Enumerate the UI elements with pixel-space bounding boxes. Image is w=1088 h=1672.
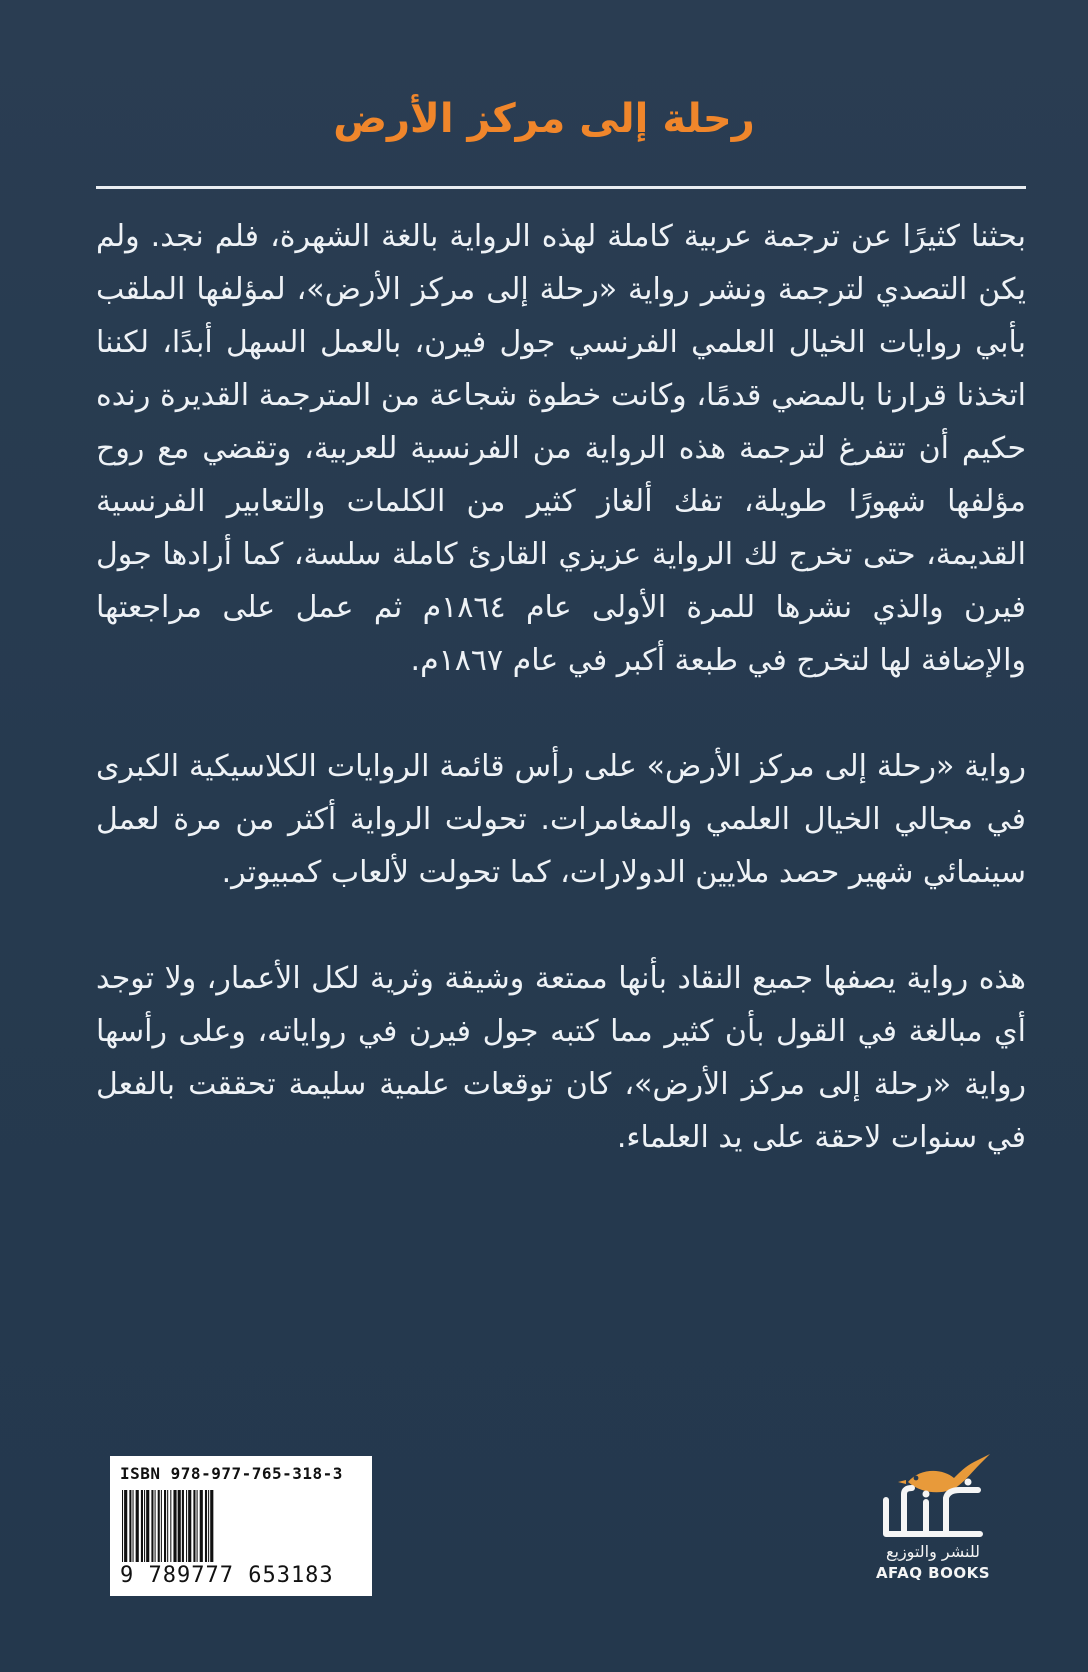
title-divider: [96, 186, 1026, 189]
barcode-bars: [120, 1490, 362, 1562]
bird-icon: [868, 1442, 1028, 1542]
barcode-digits: 9 789777 653183: [120, 1563, 334, 1588]
blurb-paragraph-2: رواية «رحلة إلى مركز الأرض» على رأس قائمة الروايات الكلاسيكية الكبرى في مجالي الخيال العلمي والمغامرات. تحولت الرواية أكثر من مرة لعمل سينمائي شهير حصد ملايين الدولارات، كما تحولت لألعاب كمبيوتر.: [96, 749, 1026, 890]
blurb-paragraph-1: بحثنا كثيرًا عن ترجمة عربية كاملة لهذه الرواية بالغة الشهرة، فلم نجد. ولم يكن التصدي لترجمة ونشر رواية «رحلة إلى مركز الأرض»، لمؤلفها الملقب بأبي روايات الخيال العلمي الفرنسي جول فيرن، بالعمل السهل أبدًا، لكننا اتخذنا قرارنا بالمضي قدمًا، وكانت خطوة شجاعة من المترجمة القديرة رنده حكيم أن تتفرغ لترجمة هذه الرواية من الفرنسية للعربية، وتقضي مع روح مؤلفها شهورًا طويلة، تفك ألغاز كثير من الكلمات والتعابير الفرنسية القديمة، حتى تخرج لك الرواية عزيزي القارئ كاملة سلسة، كما أرادها جول فيرن والذي نشرها للمرة الأولى عام ١٨٦٤م ثم عمل على مراجعتها والإضافة لها لتخرج في طبعة أكبر في عام ١٨٦٧م.: [96, 219, 1026, 678]
publisher-tagline: للنشر والتوزيع: [885, 1542, 981, 1561]
blurb-paragraph-3: هذه رواية يصفها جميع النقاد بأنها ممتعة وشيقة وثرية لكل الأعمار، ولا توجد أي مبالغة في القول بأن كثير مما كتبه جول فيرن في رواياته، وعلى رأسها رواية «رحلة إلى مركز الأرض»، كان توقعات علمية سليمة تحققت بالفعل في سنوات لاحقة على يد العلماء.: [96, 961, 1026, 1155]
publisher-name: AFAQ BOOKS: [875, 1564, 991, 1582]
blurb: [96, 210, 1026, 1164]
isbn-label: ISBN 978-977-765-318-3: [120, 1464, 343, 1483]
publisher-logo: [868, 1442, 1028, 1592]
book-title: رحلة إلى مركز الأرض: [333, 96, 755, 142]
isbn-barcode: [110, 1456, 372, 1596]
